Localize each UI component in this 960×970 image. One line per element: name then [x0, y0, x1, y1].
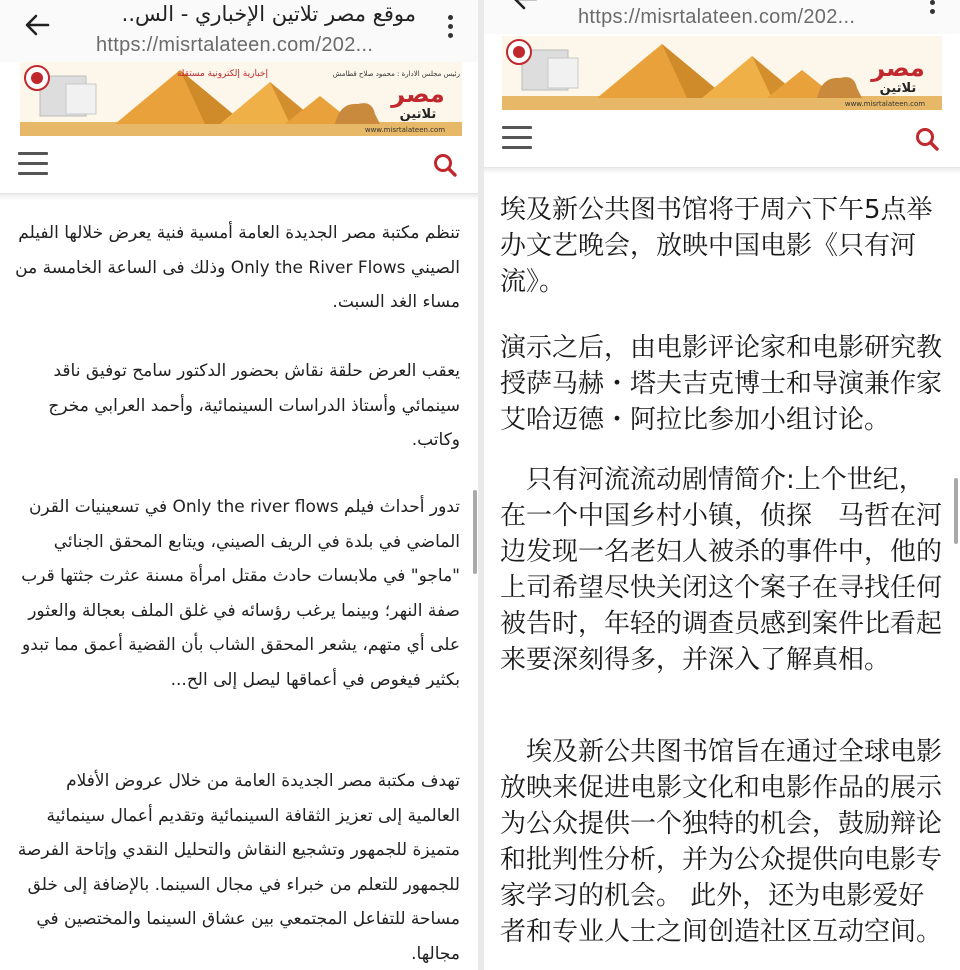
banner-logo-text: مصر — [871, 54, 925, 82]
article-paragraph-2: 演示之后，由电影评论家和电影研究教授萨马赫・塔夫吉克博士和导演兼作家艾哈迈德・阿拉比参加小组讨论。 — [500, 333, 943, 435]
browser-toolbar — [0, 0, 478, 62]
search-icon[interactable] — [914, 126, 940, 152]
back-arrow-icon[interactable] — [22, 10, 52, 40]
hamburger-menu-icon[interactable] — [18, 152, 48, 176]
banner-logo-subtext: تلاتين — [399, 107, 437, 122]
page-title: موقع مصر تلاتين الإخباري - الس.. — [121, 2, 416, 26]
left-screenshot — [0, 0, 478, 970]
scrollbar-thumb[interactable] — [954, 478, 958, 544]
banner-tagline: إخبارية إلكترونية مستقلة — [176, 69, 268, 79]
article-paragraph-2: يعقب العرض حلقة نقاش بحضور الدكتور سامح توفيق ناقد سينمائي وأستاذ الدراسات السينمائية، وأحمد العرابي مخرج وكاتب. — [48, 361, 460, 451]
search-icon[interactable] — [432, 152, 458, 178]
banner-site: www.misrtalateen.com — [364, 126, 446, 134]
banner-logo-subtext: تلاتين — [879, 81, 917, 96]
url-display[interactable]: https://misrtalateen.com/202... — [578, 6, 856, 28]
article-paragraph-1: 埃及新公共图书馆将于周六下午5点举办文艺晚会，放映中国电影《只有河流》。 — [500, 195, 933, 297]
site-navigation — [0, 136, 478, 194]
article-paragraph-3: 只有河流流动剧情简介:上个世纪，在一个中国乡村小镇，侦探 马哲在河边发现一名老妇人被杀的事件中，他的上司希望尽快关闭这个案子在寻找任何被告时，年轻的调查员感到案件比看起来要深刻得多，并深入了解真相。 — [500, 465, 943, 675]
article-paragraph-4: تهدف مكتبة مصر الجديدة العامة من خلال عروض الأفلام العالمية إلى تعزيز الثقافة السينمائية وتقديم أعمال سينمائية متميزة للجمهور وتشجيع النقاش والتحليل النقدي وإتاحة الفرصة للجمهور للتعلم من خبراء في مجال السينما. بالإضافة إلى خلق مساحة للتفاعل المجتمعي بين عشاق السينما والمختصين في مجالها. — [17, 771, 460, 964]
article-paragraph-4: 埃及新公共图书馆旨在通过全球电影放映来促进电影文化和电影作品的展示为公众提供一个独特的机会，鼓励辩论和批判性分析，并为公众提供向电影专家学习的机会。 此外，还为电影爱好者和专业人士之间创造社区互动空间。 — [500, 737, 943, 947]
more-vertical-icon[interactable] — [920, 0, 944, 22]
article-paragraph-3: تدور أحداث فيلم Only the river flows في تسعينيات القرن الماضي في بلدة في الريف الصيني، ويتابع المحقق الجنائي "ماجو" في ملابسات حادث مقتل امرأة مسنة عثرت جثتها قرب صفة النهر؛ وبينما يرغب رؤسائه في غلق الملف بعجالة والعثور على أي متهم، يشعر المحقق الشاب بأن القضية أعمق مما تبدو بكثير فيغوص في أعماقها ليصل إلى الح... — [21, 497, 460, 690]
right-screenshot — [484, 0, 960, 970]
more-vertical-icon[interactable] — [438, 12, 462, 46]
site-banner[interactable] — [20, 62, 462, 136]
browser-toolbar — [484, 0, 960, 34]
url-display[interactable]: https://misrtalateen.com/202... — [96, 34, 374, 56]
article-paragraph-1: تنظم مكتبة مصر الجديدة العامة أمسية فنية يعرض خلالها الفيلم الصيني Only the River Flows وذلك فى الساعة الخامسة من مساء الغد السبت. — [15, 223, 460, 313]
site-navigation — [484, 110, 960, 168]
hamburger-menu-icon[interactable] — [502, 126, 532, 150]
scrollbar-thumb[interactable] — [473, 490, 477, 574]
site-banner[interactable] — [502, 36, 942, 110]
nav-divider — [0, 194, 478, 200]
back-arrow-icon[interactable] — [510, 0, 540, 14]
banner-logo-text: مصر — [391, 80, 445, 108]
banner-site: www.misrtalateen.com — [844, 100, 926, 108]
nav-divider — [484, 168, 960, 174]
banner-chairman: رئيس مجلس الادارة : محمود صلاح قطامش — [332, 70, 460, 78]
